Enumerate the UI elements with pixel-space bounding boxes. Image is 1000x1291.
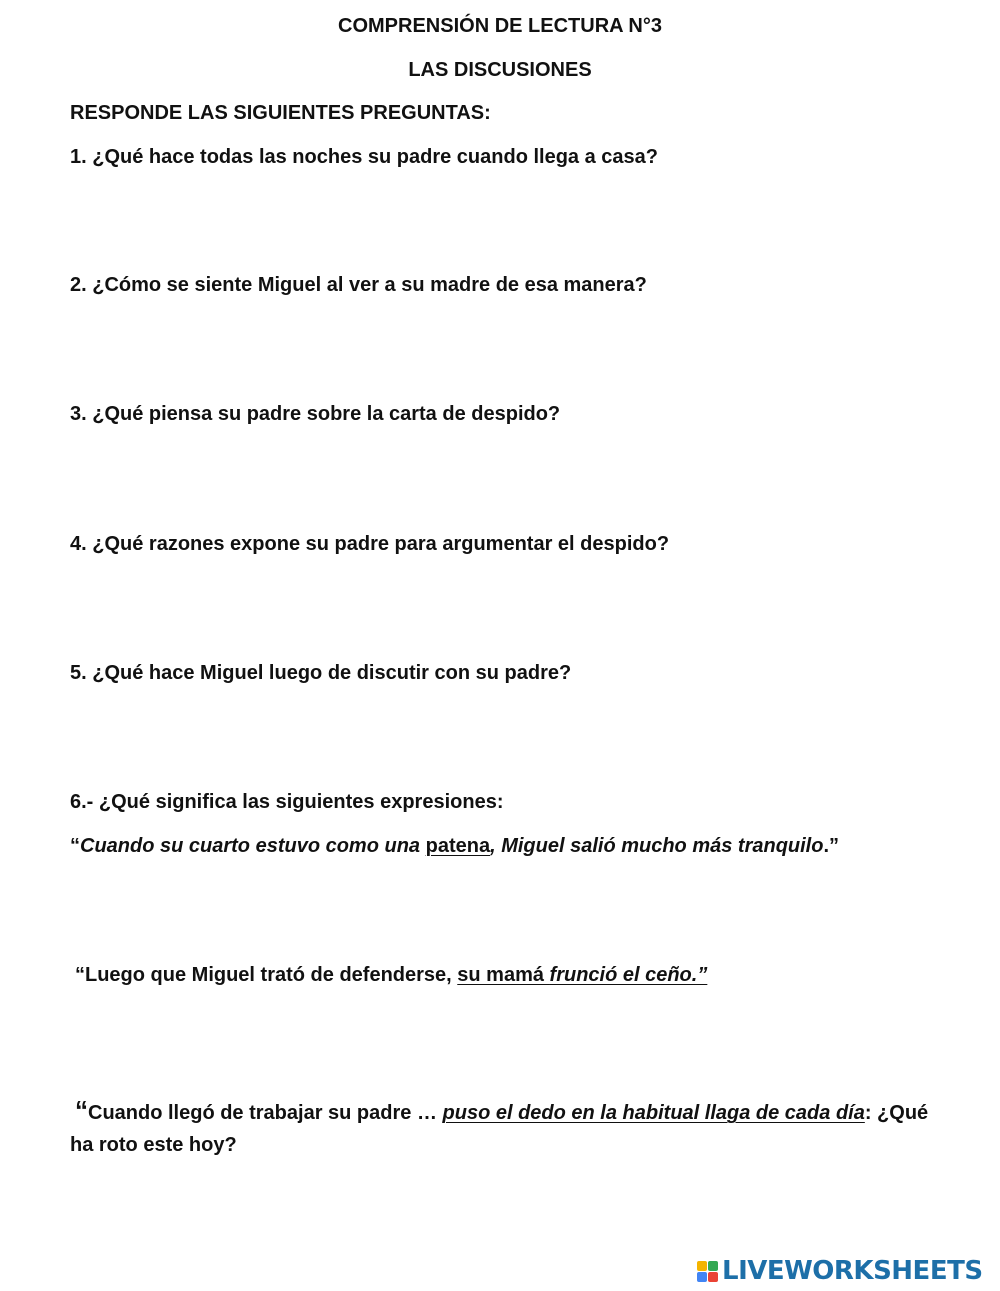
question-5: 5. ¿Qué hace Miguel luego de discutir con su padre?: [70, 662, 572, 684]
expression-3-post: : ¿Qué ha roto este hoy?: [70, 1102, 929, 1156]
logo-tile-yellow: [697, 1261, 707, 1271]
expression-2-pre: “Luego que Miguel trató de defenderse,: [75, 964, 458, 986]
question-1: 1. ¿Qué hace todas las noches su padre cuando llega a casa?: [70, 146, 658, 168]
liveworksheets-logo: [697, 1256, 983, 1286]
expression-2-underlined: su mamá: [457, 964, 550, 986]
page-title: COMPRENSIÓN DE LECTURA N°3: [338, 15, 662, 37]
expression-1-open-quote: “: [70, 835, 80, 857]
expression-1-pre: Cuando su cuarto estuvo como una: [80, 835, 426, 857]
expression-2: [75, 963, 707, 987]
expression-3-underlined-italic: puso el dedo en la habitual llaga de cada día: [442, 1102, 865, 1124]
logo-tile-green: [708, 1261, 718, 1271]
page-subtitle: LAS DISCUSIONES: [408, 59, 592, 81]
question-2: 2. ¿Cómo se siente Miguel al ver a su madre de esa manera?: [70, 274, 647, 296]
expression-2-underlined-italic: frunció el ceño.”: [549, 964, 708, 986]
expression-1-end: .”: [823, 835, 840, 857]
expression-3: [70, 1094, 940, 1161]
question-6-heading: 6.- ¿Qué significa las siguientes expresiones:: [70, 791, 504, 813]
expression-1: [70, 834, 839, 858]
logo-tile-red: [708, 1272, 718, 1282]
logo-tile-blue: [697, 1272, 707, 1282]
question-3: 3. ¿Qué piensa su padre sobre la carta de despido?: [70, 403, 561, 425]
question-4: 4. ¿Qué razones expone su padre para argumentar el despido?: [70, 533, 670, 555]
expression-3-pre: Cuando llegó de trabajar su padre …: [88, 1102, 443, 1124]
expression-3-open-quote: “: [75, 1095, 88, 1125]
liveworksheets-brand: LIVEWORKSHEETS: [722, 1256, 983, 1286]
instructions: RESPONDE LAS SIGUIENTES PREGUNTAS:: [70, 102, 491, 124]
expression-1-post: , Miguel salió mucho más tranquilo: [490, 835, 824, 857]
liveworksheets-logo-icon: [697, 1261, 718, 1282]
expression-1-underlined: patena: [425, 835, 491, 857]
